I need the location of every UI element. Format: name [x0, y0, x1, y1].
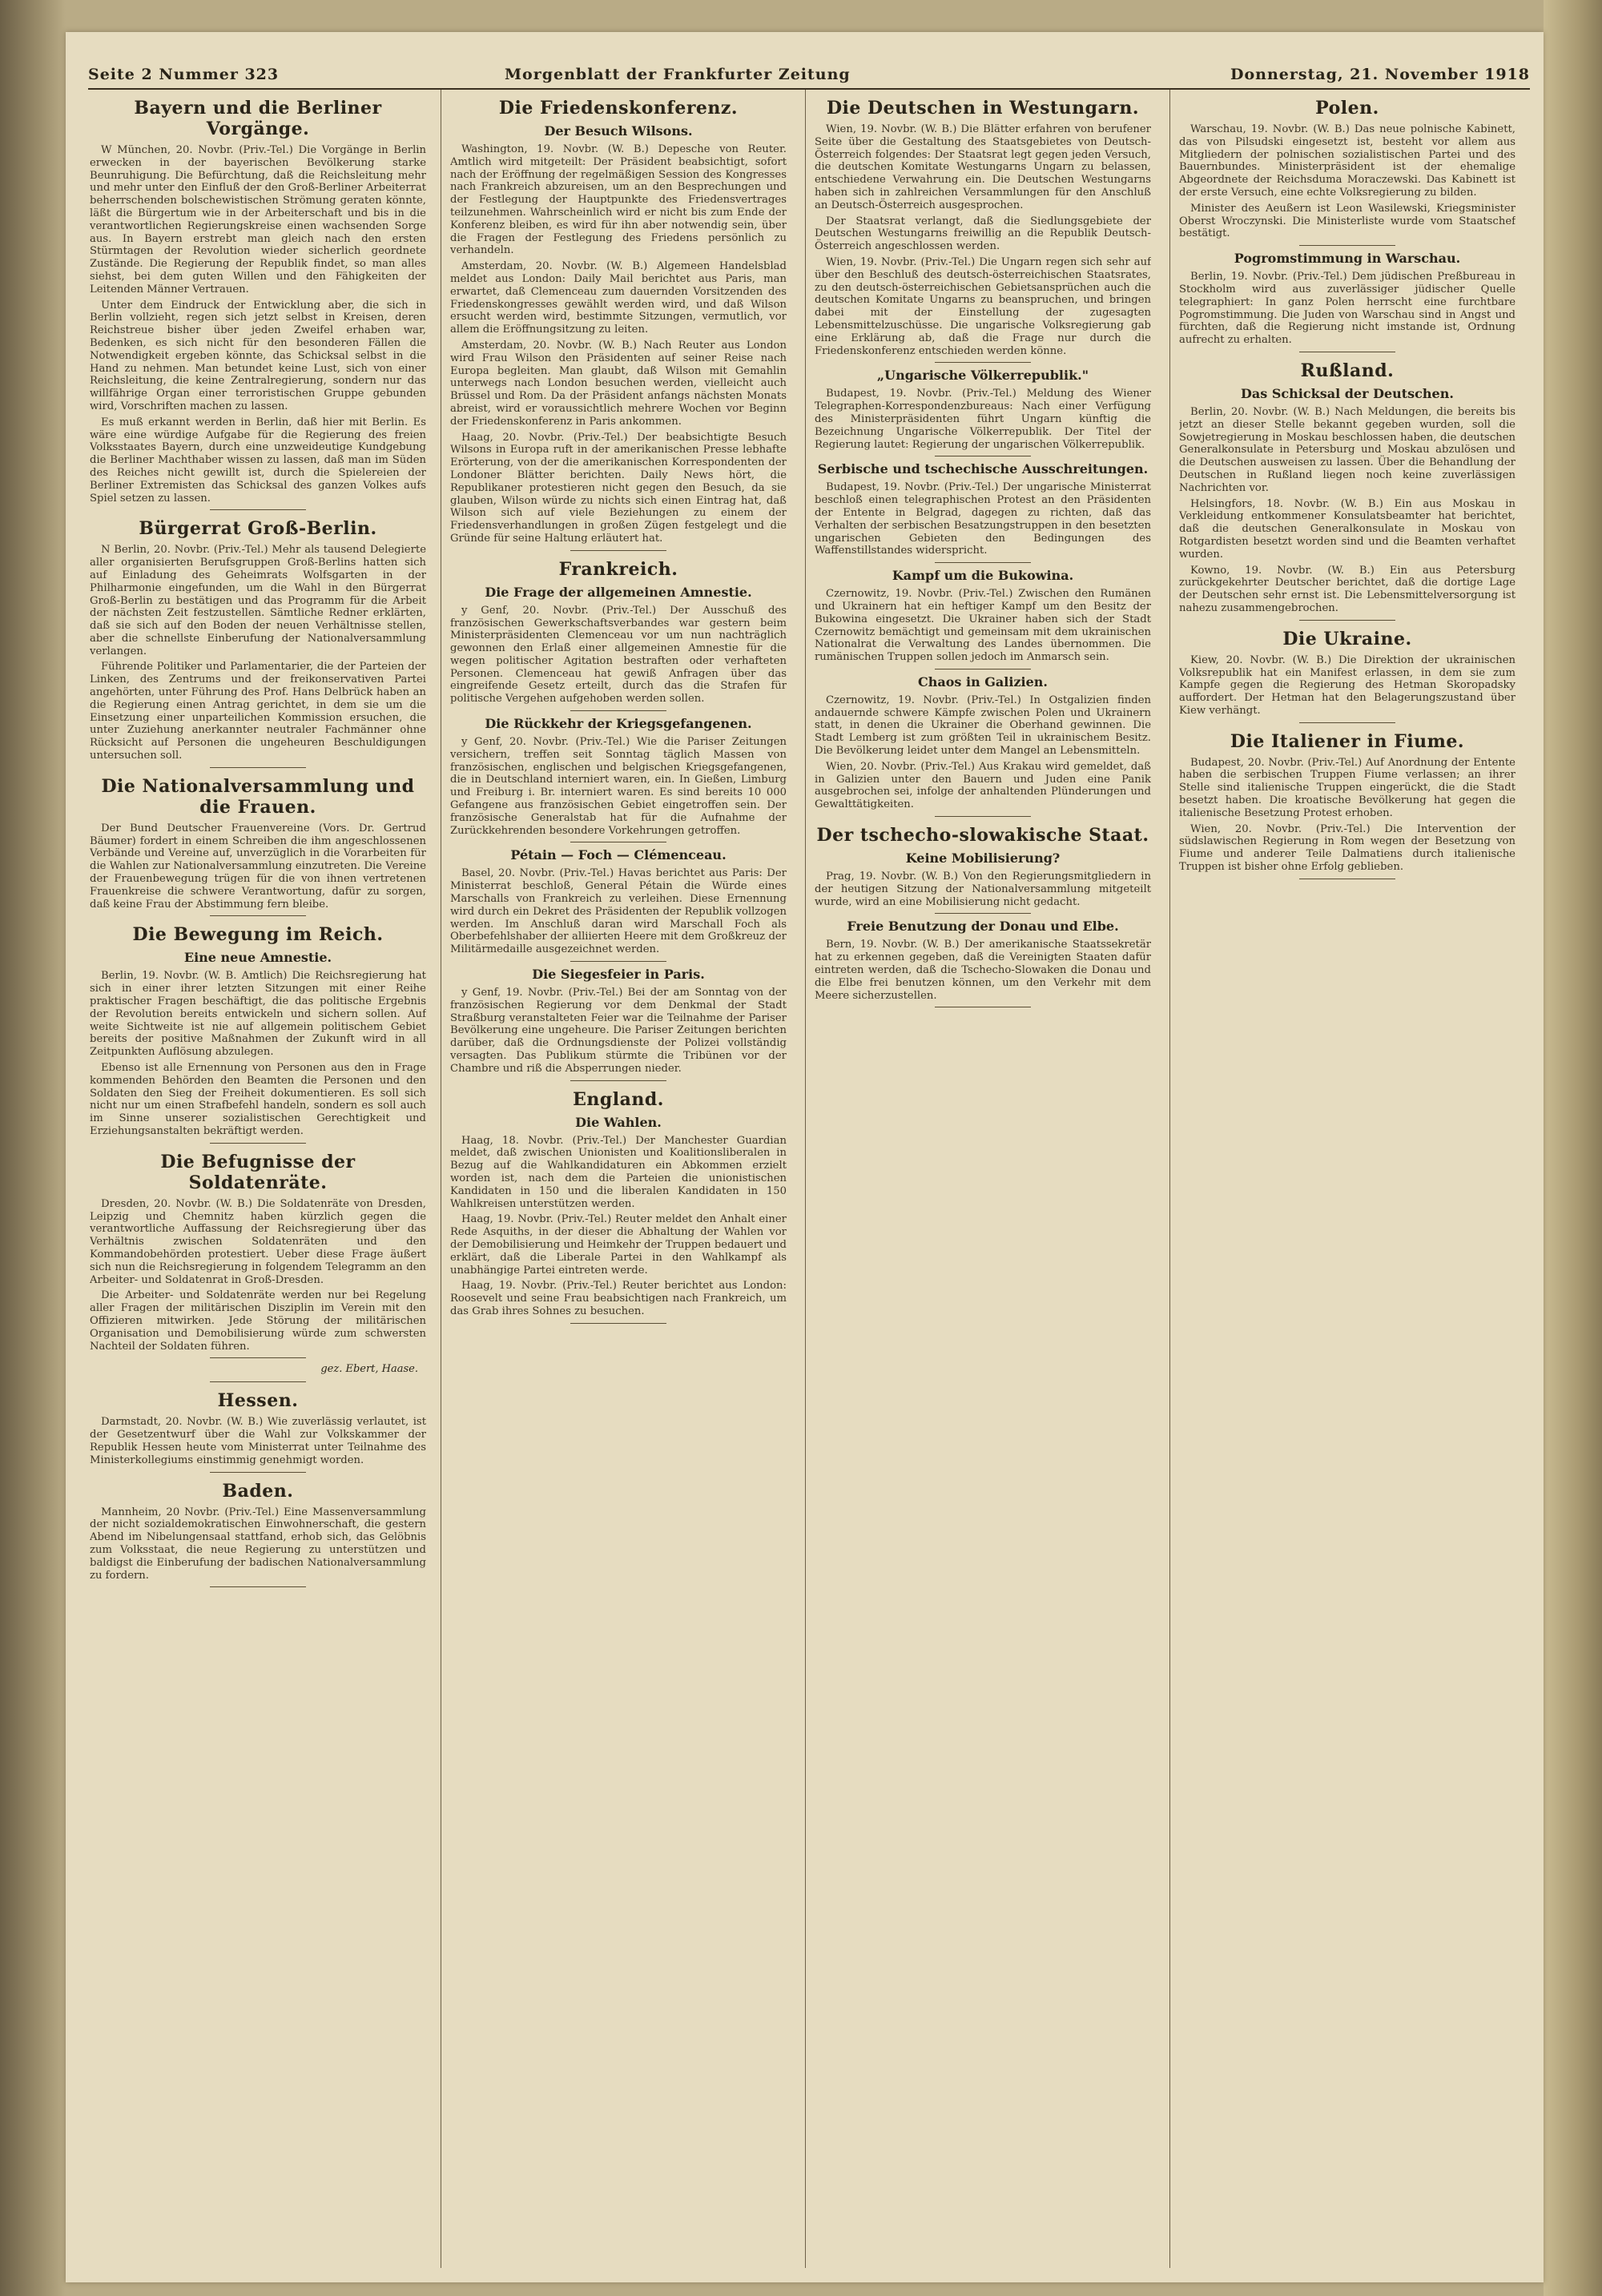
article-subtitle: Pétain — Foch — Clémenceau.: [510, 847, 727, 863]
article-paragraph: Budapest, 19. Novbr. (Priv.-Tel.) Der ungarische Ministerrat beschloß einen telegraphischen Protest an den Präsidenten der Entente in Belgrad, dagegen zu richten, daß das Verhalten der serbischen Besatzungstruppen in den besetzten ungarischen Gebieten den Bedingungen des Waffenstillstandes widerspricht.: [815, 481, 1151, 557]
article-subtitle: Die Frage der allgemeinen Amnestie.: [485, 584, 752, 600]
article-paragraph: Amsterdam, 20. Novbr. (W. B.) Algemeen Handelsblad meldet aus London: Daily Mail berichtet aus Paris, man erwartet, daß Clemenceau zum dauernden Vorsitzenden des Friedenskongresses gewählt werden wird, und daß Wilson ersucht werden wird, bestimmte Sitzungen, vermutlich, vor allem die Eröffnungsitzung zu leiten.: [450, 260, 787, 336]
article-paragraph: Amsterdam, 20. Novbr. (W. B.) Nach Reuter aus London wird Frau Wilson den Präsidenten auf seiner Reise nach Europa begleiten. Man glaubt, daß Wilson mit Gemahlin unterwegs nach London besuchen werden, vielleicht auch Brüssel und Rom. Da der Präsident anfangs nächsten Monats abreist, wird er voraussichtlich mehrere Wochen vor Beginn der Friedenskonferenz in Paris ankommen.: [450, 339, 787, 428]
article: [450, 559, 787, 711]
article-title: Bayern und die Berliner Vorgänge.: [134, 98, 382, 139]
article-paragraph: y Genf, 20. Novbr. (Priv.-Tel.) Der Ausschuß des französischen Gewerkschaftsverbandes war gestern beim Ministerpräsidenten Clemenceau vor um nun nachträglich gewonnen den Erlaß einer allgemeinen Amnestie für die wegen politischer Agitation bestraften oder verhafteten Personen. Clemenceau hat gewiß Anfragen über das eingreifende Gesetz erteilt, durch das die Strafen für politische Vergehen aufgehoben werden sollen.: [450, 604, 787, 706]
article-paragraph: Wien, 20. Novbr. (Priv.-Tel.) Die Intervention der südslawischen Regierung in Rom wegen der Besetzung von Fiume und anderer Teile Dalmatiens durch italienische Truppen ist bisher ohne Erfolg geblieben.: [1179, 822, 1515, 874]
article-paragraph: N Berlin, 20. Novbr. (Priv.-Tel.) Mehr als tausend Delegierte aller organisierten Berufsgruppen Groß-Berlins hatten sich auf Einladung des Geheimrats Wolfsgarten in der Philharmonie eingefunden, um die Wahl in den Bürgerrat Groß-Berlin zu bestätigen und das Programm für die Arbeit der nächsten Zeit festzustellen. Sämtliche Redner erklärten, daß sie sich auf den Boden der neuen Verhältnisse stellen, aber die schnellste Einberufung der Nationalversammlung verlangen.: [90, 544, 426, 657]
article: [90, 776, 426, 917]
article-paragraph: Es muß erkannt werden in Berlin, daß hier mit Berlin. Es wäre eine würdige Aufgabe für die Regierung des freien Volksstaates Bayern, durch eine unzweideutige Kundgebung die Berliner Machthaber wissen zu lassen, daß man im Süden des Reiches nicht gewillt ist, durch die Spielereien der Berliner Extremisten das Schicksal des ganzen Volkes aufs Spiel setzen zu lassen.: [90, 416, 426, 505]
article-paragraph: Darmstadt, 20. Novbr. (W. B.) Wie zuverlässig verlautet, ist der Gesetzentwurf über die Wahl zur Volkskammer der Republik Hessen heute vom Ministerrat unter Teilnahme des Ministerkollegiums einstimmig genehmigt worden.: [90, 1416, 426, 1466]
article-separator: [210, 1381, 306, 1382]
article-subtitle: Die Wahlen.: [575, 1114, 662, 1130]
article-title: Die Bewegung im Reich.: [132, 924, 384, 946]
article-separator: [210, 1143, 306, 1144]
article: [815, 368, 1151, 456]
column-1: [90, 90, 426, 2268]
article-title: Die Ukraine.: [1282, 628, 1412, 649]
article-paragraph: Berlin, 19. Novbr. (Priv.-Tel.) Dem jüdischen Preßbureau in Stockholm wird aus zuverlässiger jüdischer Quelle telegraphiert: In ganz Polen herrscht eine furchtbare Pogromstimmung. Die Juden von Warschau sind in Angst und fürchten, daß die Regierung nicht imstande ist, Ordnung aufrecht zu erhalten.: [1179, 271, 1515, 347]
article-paragraph: y Genf, 20. Novbr. (Priv.-Tel.) Wie die Pariser Zeitungen versichern, treffen seit Sonntag täglich Massen von französischen, englischen und belgischen Kriegsgefangenen, die in Deutschland interniert waren, ein. In Gießen, Limburg und Freiburg i. Br. interniert waren. Es sind bereits 10 000 Gefangene aus französischen Gebiet eingetroffen sein. Der französische Generalstab hat für die Aufnahme der Zurückkehrenden besondere Vorkehrungen getroffen.: [450, 736, 787, 837]
article: [450, 1089, 787, 1324]
article-paragraph: Helsingfors, 18. Novbr. (W. B.) Ein aus Moskau in Verkleidung entkommener Konsulatsbeamter hat berichtet, daß die deutschen Generalkonsulate in Moskau von Rotgardisten besetzt worden sind und die Beamten verhaftet wurden.: [1179, 497, 1515, 561]
column-4: [1179, 90, 1515, 2268]
article-title: Bürgerrat Groß-Berlin.: [139, 518, 377, 540]
article-paragraph: Der Staatsrat verlangt, daß die Siedlungsgebiete der Deutschen Westungarns freiwillig an die Republik Deutsch-Österreich angeschlossen werden.: [815, 215, 1151, 253]
article-separator: [570, 1080, 666, 1081]
article-subtitle: Das Schicksal der Deutschen.: [1241, 385, 1454, 401]
article-title: Rußland.: [1300, 360, 1395, 381]
article-paragraph: Budapest, 19. Novbr. (Priv.-Tel.) Meldung des Wiener Telegraphen-Korrespondenzbureaus: Nach einer Verfügung des Ministerpräsidenten führt Ungarn künftig die Bezeichnung Ungarische Völkerrepublik. Der Titel der Regierung lautet: Regierung der ungarischen Völkerrepublik.: [815, 388, 1151, 451]
article: [815, 919, 1151, 1007]
article: [450, 716, 787, 842]
article-subtitle: Die Rückkehr der Kriegsgefangenen.: [485, 716, 752, 732]
article-title: Die Nationalversammlung und die Frauen.: [101, 775, 415, 818]
article: [1179, 731, 1515, 879]
article-paragraph: y Genf, 19. Novbr. (Priv.-Tel.) Bei der am Sonntag von der französischen Regierung vor dem Denkmal der Stadt Straßburg veranstalteten Feier war die Teilnahme der Pariser Bevölkerung eine ungeheure. Die Pariser Zeitungen berichten darüber, daß die Ordnungsdienste der Polizei vollständig versagten. Das Publikum stürmte die Tribünen vor der Chambre und riß die Absperrungen nieder.: [450, 987, 787, 1075]
article-separator: [570, 550, 666, 551]
article-paragraph: Czernowitz, 19. Novbr. (Priv.-Tel.) In Ostgalizien finden andauernde schwere Kämpfe zwischen Polen und Ukrainern statt, in denen die Ukrainer die Oberhand gewinnen. Die Stadt Lemberg ist zum größten Teil in ukrainischem Besitz. Die Bevölkerung leidet unter dem Mangel an Lebensmitteln.: [815, 694, 1151, 758]
article-title: Frankreich.: [558, 558, 678, 580]
article-paragraph: Warschau, 19. Novbr. (W. B.) Das neue polnische Kabinett, das von Pilsudski eingesetzt ist, besteht vor allem aus Mitgliedern der polnischen sozialistischen Partei und des Bauernbundes. Ministerpräsident ist der ehemalige Abgeordnete der Reichsduma Moraczewski. Das Kabinett ist der erste Versuch, eine echte Volksregierung zu bilden.: [1179, 123, 1515, 199]
article-separator: [935, 362, 1031, 363]
article-separator: [210, 1357, 306, 1358]
article: [90, 98, 426, 510]
page-edge: [1544, 0, 1602, 2296]
article-title: Die Befugnisse der Soldatenräte.: [160, 1151, 356, 1193]
article: [815, 674, 1151, 817]
page-header: [88, 66, 1530, 88]
article-paragraph: Haag, 18. Novbr. (Priv.-Tel.) Der Manchester Guardian meldet, daß zwischen Unionisten und Koalitionsliberalen in Bezug auf die Wahlkandidaturen ein Abkommen erzielt worden ist, nach dem die Parteien die unionistischen Kandidaten in 150 und die liberalen Kandidaten in 150 Wahlkreisen unterstützen werden.: [450, 1134, 787, 1210]
article: [450, 847, 787, 962]
article-separator: [935, 562, 1031, 563]
article-title: Polen.: [1315, 98, 1379, 119]
article-separator: [210, 767, 306, 768]
article-subtitle: Chaos in Galizien.: [918, 674, 1048, 690]
article-subtitle: „Ungarische Völkerrepublik.": [876, 368, 1089, 384]
article: [1179, 629, 1515, 723]
article-paragraph: Die Arbeiter- und Soldatenräte werden nur bei Regelung aller Fragen der militärischen Disziplin im Verein mit den Offizieren mitwirken. Jede Störung der militärischen Organisation und Demobilisierung würde zum schwersten Nachteil der Soldaten führen.: [90, 1289, 426, 1353]
article-paragraph: Wien, 19. Novbr. (Priv.-Tel.) Die Ungarn regen sich sehr auf über den Beschluß des deutsch-österreichischen Staatsrates, zu den deutsch-österreichischen Gebietsansprüchen auch die deutschen Komitate Ungarns zu beanspruchen, und bringen dabei mit der Einstellung der zugesagten Lebensmittelzuschüsse. Die ungarische Volksregierung gab eine Erklärung ab, daß die Frage nur durch die Friedenskonferenz entschieden werden könne.: [815, 255, 1151, 357]
column-2: [450, 90, 787, 2268]
article: [1179, 251, 1515, 352]
article-separator: [570, 1323, 666, 1324]
header-page-number: Seite 2 Nummer 323: [88, 66, 280, 83]
column-3: [815, 90, 1151, 2268]
article: [815, 98, 1151, 363]
article-paragraph: Mannheim, 20 Novbr. (Priv.-Tel.) Eine Massenversammlung der nicht sozialdemokratischen Einwohnerschaft, die gestern Abend im Nibelungensaal stattfand, erhob sich, das Gelöbnis zum Volksstaat, die neue Regierung zu unterstützen und baldigst die Einberufung der badischen Nationalversammlung zu fordern.: [90, 1506, 426, 1582]
article: [815, 461, 1151, 563]
article-paragraph: Basel, 20. Novbr. (Priv.-Tel.) Havas berichtet aus Paris: Der Ministerrat beschloß, General Pétain die Würde eines Marschalls von Frankreich zu verleihen. Diese Ernennung wird durch ein Dekret des Präsidenten der Republik vollzogen werden. Im Anschluß daran wird Marschall Foch als Oberbefehlshaber der alliierten Heere mit dem Großkreuz der Militärmedaille ausgezeichnet werden.: [450, 867, 787, 956]
article: [1179, 360, 1515, 621]
article-paragraph: Berlin, 20. Novbr. (W. B.) Nach Meldungen, die bereits bis jetzt an dieser Stelle bekannt gegeben wurden, soll die Sowjetregierung in Moskau beschlossen haben, die deutschen Generalkonsulate in Petersburg und Moskau abzulösen und die Deutschen ausweisen zu lassen. Über die Behandlung der Deutschen in Rußland liegen noch keine zuverlässigen Nachrichten vor.: [1179, 405, 1515, 494]
article-paragraph: Budapest, 20. Novbr. (Priv.-Tel.) Auf Anordnung der Entente haben die serbischen Truppen Fiume verlassen; an ihrer Stelle sind italienische Truppen eingerückt, die die Stadt besetzt haben. Die kroatische Bevölkerung hat gegen die italienische Besetzung Protest erhoben.: [1179, 756, 1515, 819]
article-paragraph: Ebenso ist alle Ernennung von Personen aus den in Frage kommenden Behörden den Beamten die Personen und den Soldaten den Sieg der Freiheit dokumentieren. Es soll sich nicht nur um einen Strafbefehl handeln, sondern es soll auch im Sinne unserer sozialistischen Gerechtigkeit und Erziehungsanstalten bekräftigt werden.: [90, 1062, 426, 1137]
article: [450, 98, 787, 551]
article-subtitle: Keine Mobilisierung?: [905, 850, 1061, 867]
article-separator: [570, 710, 666, 711]
article-paragraph: Unter dem Eindruck der Entwicklung aber, die sich in Berlin vollzieht, regen sich jetzt selbst in Kreisen, deren Reichstreue bisher über jeden Zweifel erhaben war, Bedenken, es sich nicht für den besonderen Fällen die Notwendigkeit ergeben könnte, das Schicksal selbst in die Hand zu nehmen. Man betundet keine Lust, sich von einer Reichsleitung, die keine Zentralregierung, sondern nur das willfährige Organ einer terroristischen Gruppe gebunden wird, Vorschriften machen zu lassen.: [90, 299, 426, 412]
article-paragraph: Berlin, 19. Novbr. (W. B. Amtlich) Die Reichsregierung hat sich in einer ihrer letzten Sitzungen mit einer Reihe praktischer Fragen beschäftigt, die das politische Ergebnis der Revolution bereits entwickeln und sichern sollen. Auf weite Sichtweite ist nie auf allgemein politischem Gebiet bereits der positive Maßnahmen der Zukunft wird in all Zeitpunkten Auflösung abzulegen.: [90, 970, 426, 1059]
article-separator: [1299, 620, 1395, 621]
article-separator: [210, 1586, 306, 1587]
article-paragraph: Wien, 20. Novbr. (Priv.-Tel.) Aus Krakau wird gemeldet, daß in Galizien unter den Bauern und Juden eine Panik ausgebrochen sei, infolge der anhaltenden Plünderungen und Gewalttätigkeiten.: [815, 760, 1151, 811]
column-divider: [1169, 90, 1170, 2268]
article-paragraph: Prag, 19. Novbr. (W. B.) Von den Regierungsmitgliedern in der heutigen Sitzung der Nationalversammlung mitgeteilt wurde, wird an eine Mobilisierung nicht gedacht.: [815, 871, 1151, 908]
header-masthead: Morgenblatt der Frankfurter Zeitung: [505, 66, 851, 83]
article-paragraph: Haag, 19. Novbr. (Priv.-Tel.) Reuter meldet den Anhalt einer Rede Asquiths, in der dieser die Abhaltung der Wahlen vor der Demobilisierung und Heimkehr der Truppen bedauert und erklärt, daß die Liberale Partei in den Wahlkampf als unabhängige Partei eintreten werde.: [450, 1213, 787, 1277]
article-subtitle: Serbische und tschechische Ausschreitungen.: [817, 461, 1149, 477]
article: [815, 568, 1151, 669]
article-paragraph: Minister des Aeußern ist Leon Wasilewski, Kriegsminister Oberst Wroczynski. Die Ministerliste wurde vom Staatschef bestätigt.: [1179, 202, 1515, 240]
header-date: Donnerstag, 21. November 1918: [1230, 66, 1530, 83]
article: [1179, 98, 1515, 246]
article-subtitle: Die Siegesfeier in Paris.: [532, 967, 705, 983]
article-title: Baden.: [222, 1480, 294, 1502]
article-title: Hessen.: [217, 1390, 299, 1412]
article: [90, 1363, 426, 1382]
column-divider: [805, 90, 806, 2268]
article: [450, 967, 787, 1081]
article: [815, 825, 1151, 914]
article-separator: [935, 913, 1031, 914]
article-paragraph: Kiew, 20. Novbr. (W. B.) Die Direktion der ukrainischen Volksrepublik hat ein Manifest erlassen, in dem sie zum Kampfe gegen die Regierung des Hetman Skoropadsky auffordert. Der Hetman hat den Belagerungszustand über Kiew verhängt.: [1179, 653, 1515, 717]
article: [90, 1481, 426, 1588]
article-subtitle: Der Besuch Wilsons.: [544, 123, 693, 139]
article-separator: [1299, 245, 1395, 246]
article-paragraph: Kowno, 19. Novbr. (W. B.) Ein aus Petersburg zurückgekehrter Deutscher berichtet, daß die dortige Lage der Deutschen sehr ernst ist. Die Lebensmittelversorgung ist nahezu zusammengebrochen.: [1179, 564, 1515, 614]
article-subtitle: Pogromstimmung in Warschau.: [1234, 251, 1461, 267]
article-separator: [210, 915, 306, 916]
article: [90, 518, 426, 768]
article: [90, 1390, 426, 1472]
article-subtitle: Eine neue Amnestie.: [183, 950, 332, 966]
article-title: Die Italiener in Fiume.: [1230, 730, 1465, 752]
article-title: Die Friedenskonferenz.: [498, 98, 739, 119]
article-paragraph: Haag, 20. Novbr. (Priv.-Tel.) Der beabsichtigte Besuch Wilsons in Europa ruft in der amerikanischen Presse lebhafte Erörterung, von der die amerikanischen Korrespondenten der Londoner Blätter berichten. Daily News hört, die Republikaner protestieren nicht gegen den Besuch, da sie glauben, Wilson würde zu nichts sich einen Eintrag hat, daß Wilson sich auf viele Beziehungen zu einem der Friedensverhandlungen in großen Zügen festgelegt und die Gründe für seine Haltung erläutert hat.: [450, 431, 787, 545]
article: [90, 1152, 426, 1359]
article-paragraph: Bern, 19. Novbr. (W. B.) Der amerikanische Staatssekretär hat zu erkennen gegeben, daß die Vereinigten Staaten dafür eintreten werden, daß die Tschecho-Slowaken die Donau und die Elbe frei benutzen können, um den Verkehr mit dem Meere sicherzustellen.: [815, 939, 1151, 1002]
article-paragraph: Washington, 19. Novbr. (W. B.) Depesche von Reuter. Amtlich wird mitgeteilt: Der Präsident beabsichtigt, sofort nach der Eröffnung der regelmäßigen Session des Kongresses nach Frankreich abzureisen, um an den Besprechungen und der Festlegung der Hauptpunkte des Friedensvertrages teilzunehmen. Wahrscheinlich wird er nicht bis zum Ende der Konferenz bleiben, es wird für ihn aber notwendig sein, über die Fragen der Festlegung des Friedens persönlich zu verhandeln.: [450, 143, 787, 257]
article-title: Die Deutschen in Westungarn.: [826, 98, 1140, 119]
article-separator: [570, 961, 666, 962]
article-paragraph: Czernowitz, 19. Novbr. (Priv.-Tel.) Zwischen den Rumänen und Ukrainern hat ein heftiger Kampf um den Besitz der Bukowina eingesetzt. Die Ukrainer haben sich der Stadt Czernowitz bemächtigt und gemeinsam mit dem ukrainischen Nationalrat die Verwaltung des Landes übernommen. Die rumänischen Truppen sollen jedoch im Anmarsch sein.: [815, 588, 1151, 664]
article-paragraph: Dresden, 20. Novbr. (W. B.) Die Soldatenräte von Dresden, Leipzig und Chemnitz haben kürzlich gegen die verantwortliche Auffassung der Reichsregierung über das Verhältnis zwischen Soldatenräten und den Kommandobehörden protestiert. Ueber diese Frage äußert sich nun die Reichsregierung in folgendem Telegramm an den Arbeiter- und Soldatenrat in Groß-Dresden.: [90, 1197, 426, 1286]
article-separator: [210, 1472, 306, 1473]
article-separator: [1299, 722, 1395, 723]
signature: gez. Ebert, Haase.: [320, 1363, 418, 1376]
article-separator: [210, 509, 306, 510]
article-paragraph: Der Bund Deutscher Frauenvereine (Vors. Dr. Gertrud Bäumer) fordert in einem Schreiben die ihm angeschlossenen Verbände und Vereine auf, unverzüglich in die Vorarbeiten für die Wahlen zur Nationalversammlung einzutreten. Die Vereine der Frauenbewegung trügen für die von ihnen vertretenen Frauenkreise die schwere Verantwortung, dafür zu sorgen, daß keine Frau der Abstimmung fern bleibe.: [90, 822, 426, 911]
article-paragraph: Führende Politiker und Parlamentarier, die der Parteien der Linken, des Zentrums und der freikonservativen Partei angehörten, unter Führung des Prof. Hans Delbrück haben an die Regierung einen Antrag gerichtet, in dem sie um die Einsetzung einer unparteilichen Kommission ersuchen, die unter Zuziehung anerkannter neutraler Fachmänner ohne Rücksicht auf Personen die ungeheuren Beschuldigungen untersuchen soll.: [90, 661, 426, 762]
article-paragraph: Haag, 19. Novbr. (Priv.-Tel.) Reuter berichtet aus London: Roosevelt und seine Frau beabsichtigen nach Frankreich, um das Grab ihres Sohnes zu besuchen.: [450, 1280, 787, 1317]
article-title: England.: [573, 1088, 664, 1110]
article-separator: [935, 816, 1031, 817]
page-binding: [0, 0, 66, 2296]
article: [90, 924, 426, 1143]
article-paragraph: W München, 20. Novbr. (Priv.-Tel.) Die Vorgänge in Berlin erwecken in der bayerischen Bevölkerung starke Beunruhigung. Die Befürchtung, daß die Reichsleitung mehr und mehr unter den Einfluß der den Groß-Berliner Arbeiterrat beherrschenden bolschewistischen Strömung geraten könnte, läßt die Bürgertum wie in der Arbeiterschaft und bis in die verantwortlichen Regierungskreise einen wachsenden Sorge aus. In Bayern erstrebt man gleich nach den ersten Stürmtagen der Revolution wieder sicherlich geordnete Zustände. Die Regierung der Republik findet, so man alles siehst, bei dem guten Willen und den Fähigkeiten der Leitenden Männer Vertrauen.: [90, 144, 426, 296]
article-subtitle: Freie Benutzung der Donau und Elbe.: [847, 919, 1119, 935]
article-paragraph: Wien, 19. Novbr. (W. B.) Die Blätter erfahren von berufener Seite über die Gestaltung des Staatsgebietes von Deutsch-Österreich folgendes: Der Staatsrat legt gegen jeden Versuch, die deutschen Komitate Westungarns Ungarn zu belassen, entschiedene Verwahrung ein. Die Deutschen Westungarns haben sich in zahlreichen Versammlungen für den Anschluß an Deutsch-Österreich ausgesprochen.: [815, 123, 1151, 211]
article-subtitle: Kampf um die Bukowina.: [892, 568, 1074, 584]
article-title: Der tschecho-slowakische Staat.: [816, 825, 1149, 846]
